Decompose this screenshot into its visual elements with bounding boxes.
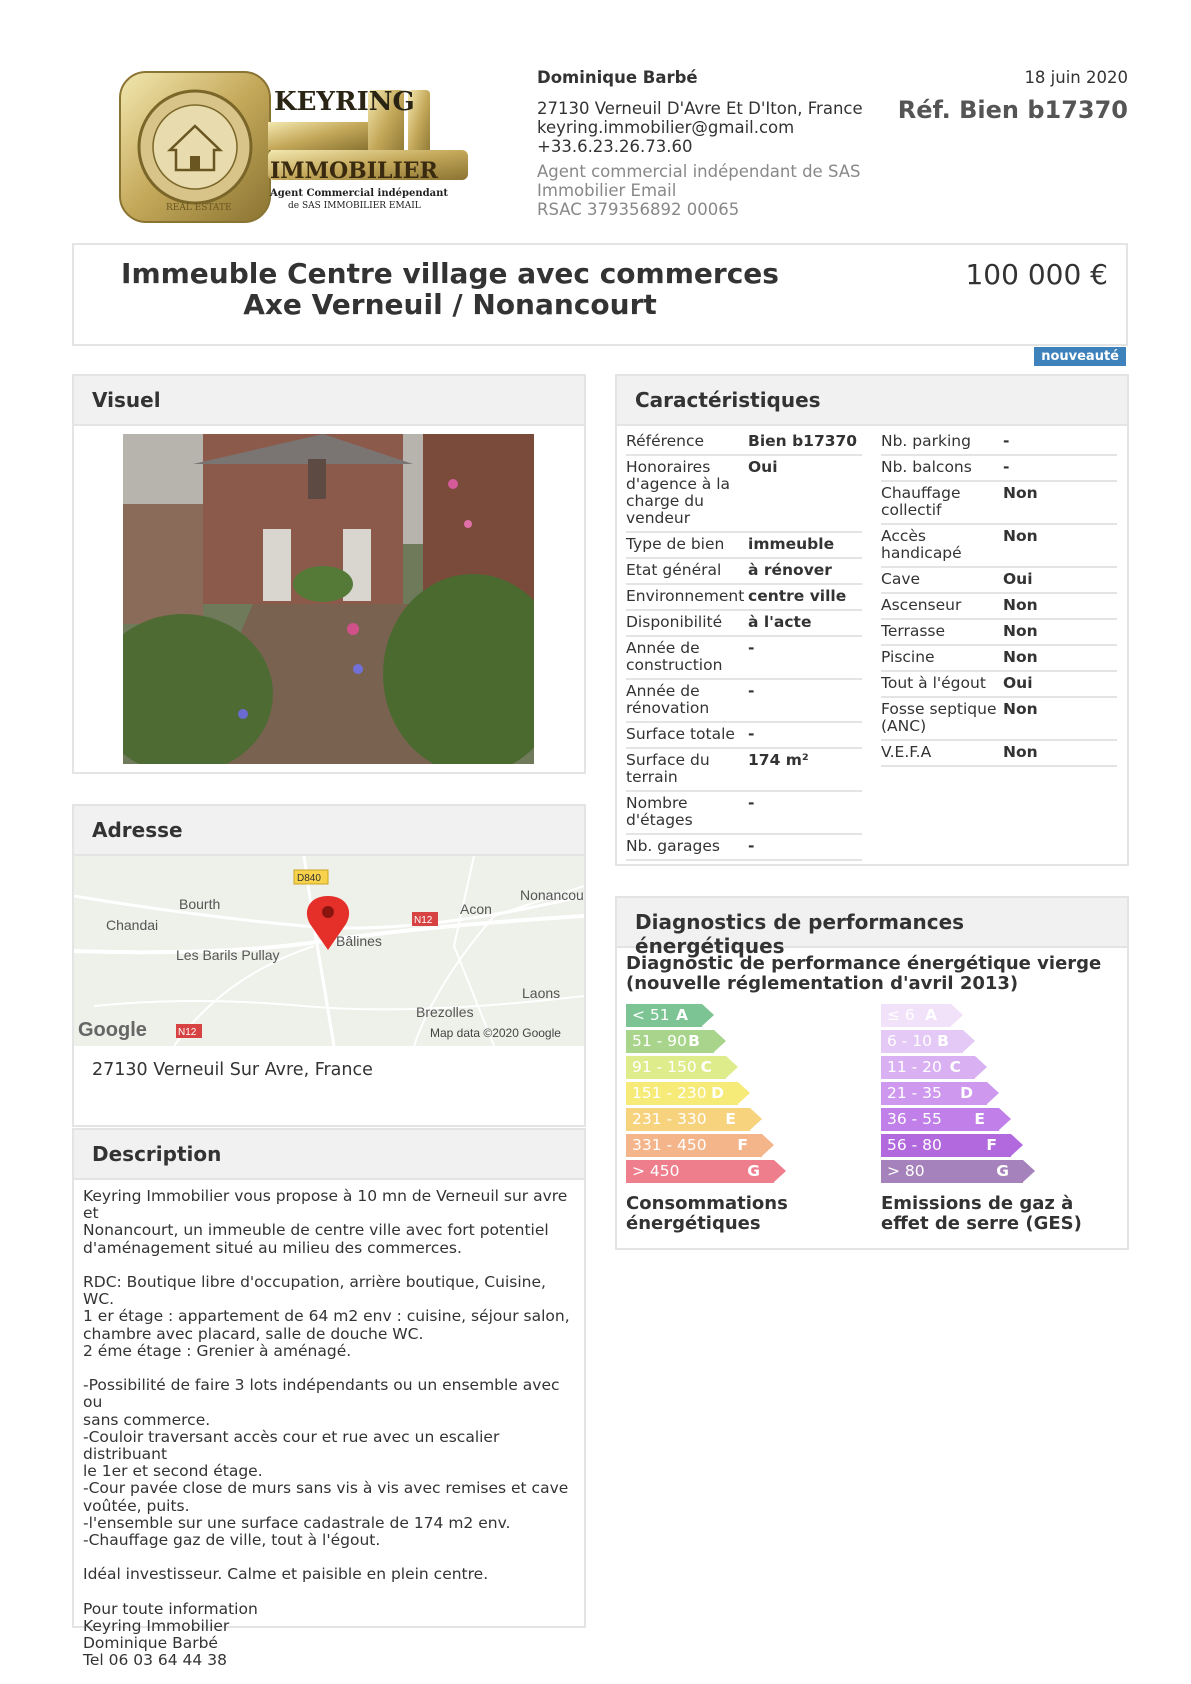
property-address: 27130 Verneuil Sur Avre, France <box>92 1060 373 1080</box>
map-label-brezolles: Brezolles <box>416 1004 474 1020</box>
map-label-d840: D840 <box>297 873 321 884</box>
dpe-bar-g <box>881 1160 1023 1183</box>
dpe-bar-f <box>626 1134 762 1157</box>
description-heading: Description <box>74 1130 584 1180</box>
agent-name: Dominique Barbé <box>537 68 698 87</box>
dpe-bar-a <box>881 1004 951 1027</box>
carac-label: Type de bien <box>626 535 725 553</box>
carac-label: Année de construction <box>626 639 723 674</box>
dpe-bar-letter: D <box>711 1084 724 1102</box>
dpe-bar-letter: C <box>700 1058 712 1076</box>
carac-value: à rénover <box>748 561 832 579</box>
agent-phone[interactable]: +33.6.23.26.73.60 <box>537 137 693 156</box>
logo-keyring-text: KEYRING <box>274 87 415 117</box>
caracteristiques-heading: Caractéristiques <box>617 376 1127 426</box>
agent-rsac: RSAC 379356892 00065 <box>537 200 740 219</box>
dpe-bar-range: 6 - 10 <box>887 1032 933 1050</box>
carac-row <box>626 456 862 533</box>
map-label-n12: N12 <box>414 915 433 926</box>
carac-value: Non <box>1003 743 1038 761</box>
dpe-bar-range: 51 - 90 <box>632 1032 687 1050</box>
caracteristiques-right-table <box>881 430 1117 767</box>
carac-row <box>881 620 1117 646</box>
carac-row <box>626 835 862 861</box>
carac-label: Ascenseur <box>881 596 962 614</box>
agency-logo <box>118 70 474 226</box>
carac-value: immeuble <box>748 535 835 553</box>
carac-value: Oui <box>748 458 778 476</box>
dpe-bar-c <box>881 1056 975 1079</box>
map-attribution: Map data ©2020 Google <box>430 1026 561 1040</box>
agent-info-line2: Immobilier Email <box>537 181 677 200</box>
dpe-bar-range: ≤ 6 <box>887 1006 915 1024</box>
dpe-bar-letter: G <box>996 1162 1009 1180</box>
carac-value: Bien b17370 <box>748 432 858 450</box>
dpe-bar-f <box>881 1134 1011 1157</box>
dpe-bar-range: 11 - 20 <box>887 1058 942 1076</box>
carac-row <box>626 680 862 723</box>
property-photo[interactable] <box>123 434 534 764</box>
property-reference: Réf. Bien b17370 <box>897 96 1128 124</box>
dpe-bar-letter: F <box>986 1136 997 1154</box>
map-label-nonancourt: Nonancou <box>520 887 584 903</box>
dpe-heading: Diagnostics de performances énergétiques <box>617 898 1127 948</box>
dpe-bar-d <box>626 1082 738 1105</box>
carac-label: Référence <box>626 432 705 450</box>
dpe-bar-letter: E <box>974 1110 985 1128</box>
dpe-bar-letter: G <box>747 1162 760 1180</box>
carac-label: Fosse septique (ANC) <box>881 700 997 735</box>
carac-label: Nombre d'étages <box>626 794 693 829</box>
dpe-bar-range: > 80 <box>887 1162 925 1180</box>
carac-row <box>626 611 862 637</box>
dpe-bar-letter: B <box>688 1032 700 1050</box>
carac-value: Non <box>1003 622 1038 640</box>
carac-label: Nb. parking <box>881 432 971 450</box>
carac-label: Chauffage collectif <box>881 484 961 519</box>
dpe-bar-g <box>626 1160 774 1183</box>
carac-label: Terrasse <box>881 622 946 640</box>
dpe-bar-range: 21 - 35 <box>887 1084 942 1102</box>
logo-tagline-2: de SAS IMMOBILIER EMAIL <box>288 201 421 211</box>
carac-row <box>881 482 1117 525</box>
dpe-bar-e <box>881 1108 999 1131</box>
carac-row <box>881 698 1117 741</box>
map-label-laons: Laons <box>522 985 561 1001</box>
dpe-bar-range: 56 - 80 <box>887 1136 942 1154</box>
dpe-bar-letter: D <box>960 1084 973 1102</box>
carac-value: - <box>748 837 755 855</box>
dpe-bar-letter: B <box>937 1032 949 1050</box>
logo-immobilier-text: IMMOBILIER <box>270 158 438 184</box>
ges-caption: Emissions de gaz à effet de serre (GES) <box>881 1193 1082 1234</box>
carac-value: Oui <box>1003 674 1033 692</box>
dpe-bar-range: 91 - 150 <box>632 1058 697 1076</box>
carac-label: Tout à l'égout <box>881 674 986 692</box>
carac-row <box>881 568 1117 594</box>
visuel-heading: Visuel <box>74 376 584 426</box>
new-badge: nouveauté <box>1034 347 1126 366</box>
dpe-bar-b <box>626 1030 714 1053</box>
agent-info <box>537 68 887 219</box>
carac-row <box>881 594 1117 620</box>
carac-value: Non <box>1003 484 1038 502</box>
caracteristiques-left-table <box>626 430 862 861</box>
logo-tagline-1: Agent Commercial indépendant <box>270 188 448 199</box>
carac-value: - <box>1003 458 1010 476</box>
carac-row <box>881 430 1117 456</box>
carac-value: - <box>748 725 755 743</box>
carac-row <box>881 741 1117 767</box>
agent-info-line1: Agent commercial indépendant de SAS <box>537 162 861 181</box>
carac-value: à l'acte <box>748 613 812 631</box>
carac-value: centre ville <box>748 587 847 605</box>
carac-row <box>626 792 862 835</box>
carac-row <box>881 646 1117 672</box>
energy-caption: Consommations énergétiques <box>626 1193 788 1234</box>
carac-label: Cave <box>881 570 921 588</box>
dpe-bar-letter: A <box>925 1006 937 1024</box>
carac-label: Piscine <box>881 648 935 666</box>
dpe-bar-range: 331 - 450 <box>632 1136 707 1154</box>
carac-label: Surface totale <box>626 725 735 743</box>
carac-row <box>626 430 862 456</box>
carac-label: Disponibilité <box>626 613 723 631</box>
energy-scale <box>626 1004 876 1184</box>
dpe-bar-range: 231 - 330 <box>632 1110 707 1128</box>
carac-value: 174 m² <box>748 751 809 769</box>
dpe-title: Diagnostic de performance énergétique vierge (nouvelle réglementation d'avril 2013) <box>626 953 1102 994</box>
carac-label: Année de rénovation <box>626 682 710 717</box>
carac-value: - <box>1003 432 1010 450</box>
location-map[interactable] <box>74 856 584 1046</box>
logo-seal-text: REAL ESTATE <box>166 203 232 213</box>
carac-label: Accès handicapé <box>881 527 962 562</box>
map-label-balines: Bâlines <box>336 933 382 949</box>
carac-label: Nb. garages <box>626 837 720 855</box>
carac-label: Nb. balcons <box>881 458 972 476</box>
google-logo: Google <box>78 1019 147 1041</box>
map-label-acon: Acon <box>460 901 492 917</box>
ges-scale <box>881 1004 1131 1184</box>
dpe-bar-range: > 450 <box>632 1162 680 1180</box>
carac-value: Non <box>1003 596 1038 614</box>
map-label-bourth: Bourth <box>179 896 221 912</box>
carac-row <box>881 525 1117 568</box>
adresse-heading: Adresse <box>74 806 584 856</box>
carac-value: Non <box>1003 648 1038 666</box>
carac-label: Surface du terrain <box>626 751 710 786</box>
carac-value: - <box>748 682 755 700</box>
description-text: Keyring Immobilier vous propose à 10 mn de Verneuil sur avre et Nonancourt, un immeuble de centre ville avec fort potentiel d'aménagement situé au milieu des commerces. RDC: Boutique libre d'occupation, arrière boutique, Cuisine, WC. 1 er étage : appartement de 64 m2 env : cuisine, séjour salon, chambre avec placard, salle de douche WC. 2 éme étage : Grenier à aménagé. -Possibilité de faire 3 lots indépendants ou un ensemble avec ou sans commerce. -Couloir traversant accès cour et rue avec un escalier distribuant le 1er et second étage. -Cour pavée close de murs sans vis à vis avec remises et cave voûtée, puits. -l'ensemble sur une surface cadastrale de 174 m2 env. -Chauffage gaz de ville, tout à l'égout. Idéal investisseur. Calme et paisible en plein centre. Pour toute information Keyring Immobilier Dominique Barbé Tel 06 03 64 44 38 <box>83 1187 570 1670</box>
dpe-bar-c <box>626 1056 726 1079</box>
dpe-bar-letter: E <box>725 1110 736 1128</box>
carac-row <box>626 723 862 749</box>
carac-value: Oui <box>1003 570 1033 588</box>
carac-row <box>626 533 862 559</box>
dpe-bar-letter: A <box>676 1006 688 1024</box>
agent-email[interactable]: keyring.immobilier@gmail.com <box>537 118 795 137</box>
carac-value: Non <box>1003 527 1038 545</box>
dpe-bar-letter: F <box>737 1136 748 1154</box>
carac-row <box>626 585 862 611</box>
carac-label: Etat général <box>626 561 722 579</box>
dpe-bar-range: 151 - 230 <box>632 1084 707 1102</box>
carac-value: - <box>748 639 755 657</box>
dpe-bar-letter: C <box>949 1058 961 1076</box>
dpe-bar-range: 36 - 55 <box>887 1110 942 1128</box>
document-date: 18 juin 2020 <box>1024 68 1128 87</box>
listing-price: 100 000 € <box>965 258 1108 291</box>
carac-row <box>626 749 862 792</box>
carac-label: V.E.F.A <box>881 743 932 761</box>
carac-row <box>626 637 862 680</box>
map-label-barils: Les Barils Pullay <box>176 947 280 963</box>
carac-label: Honoraires d'agence à la charge du vendeur <box>626 458 731 527</box>
carac-row <box>626 559 862 585</box>
listing-title: Immeuble Centre village avec commerces Axe Verneuil / Nonancourt <box>121 257 779 321</box>
map-label-n12-b: N12 <box>178 1027 197 1038</box>
carac-value: Non <box>1003 700 1038 718</box>
dpe-bar-a <box>626 1004 702 1027</box>
carac-row <box>881 456 1117 482</box>
dpe-bar-b <box>881 1030 963 1053</box>
dpe-bar-e <box>626 1108 750 1131</box>
carac-label: Environnement <box>626 587 745 605</box>
dpe-bar-d <box>881 1082 987 1105</box>
map-label-chandai: Chandai <box>106 917 159 933</box>
carac-value: - <box>748 794 755 812</box>
agent-address: 27130 Verneuil D'Avre Et D'Iton, France <box>537 99 863 118</box>
carac-row <box>881 672 1117 698</box>
dpe-bar-range: < 51 <box>632 1006 670 1024</box>
